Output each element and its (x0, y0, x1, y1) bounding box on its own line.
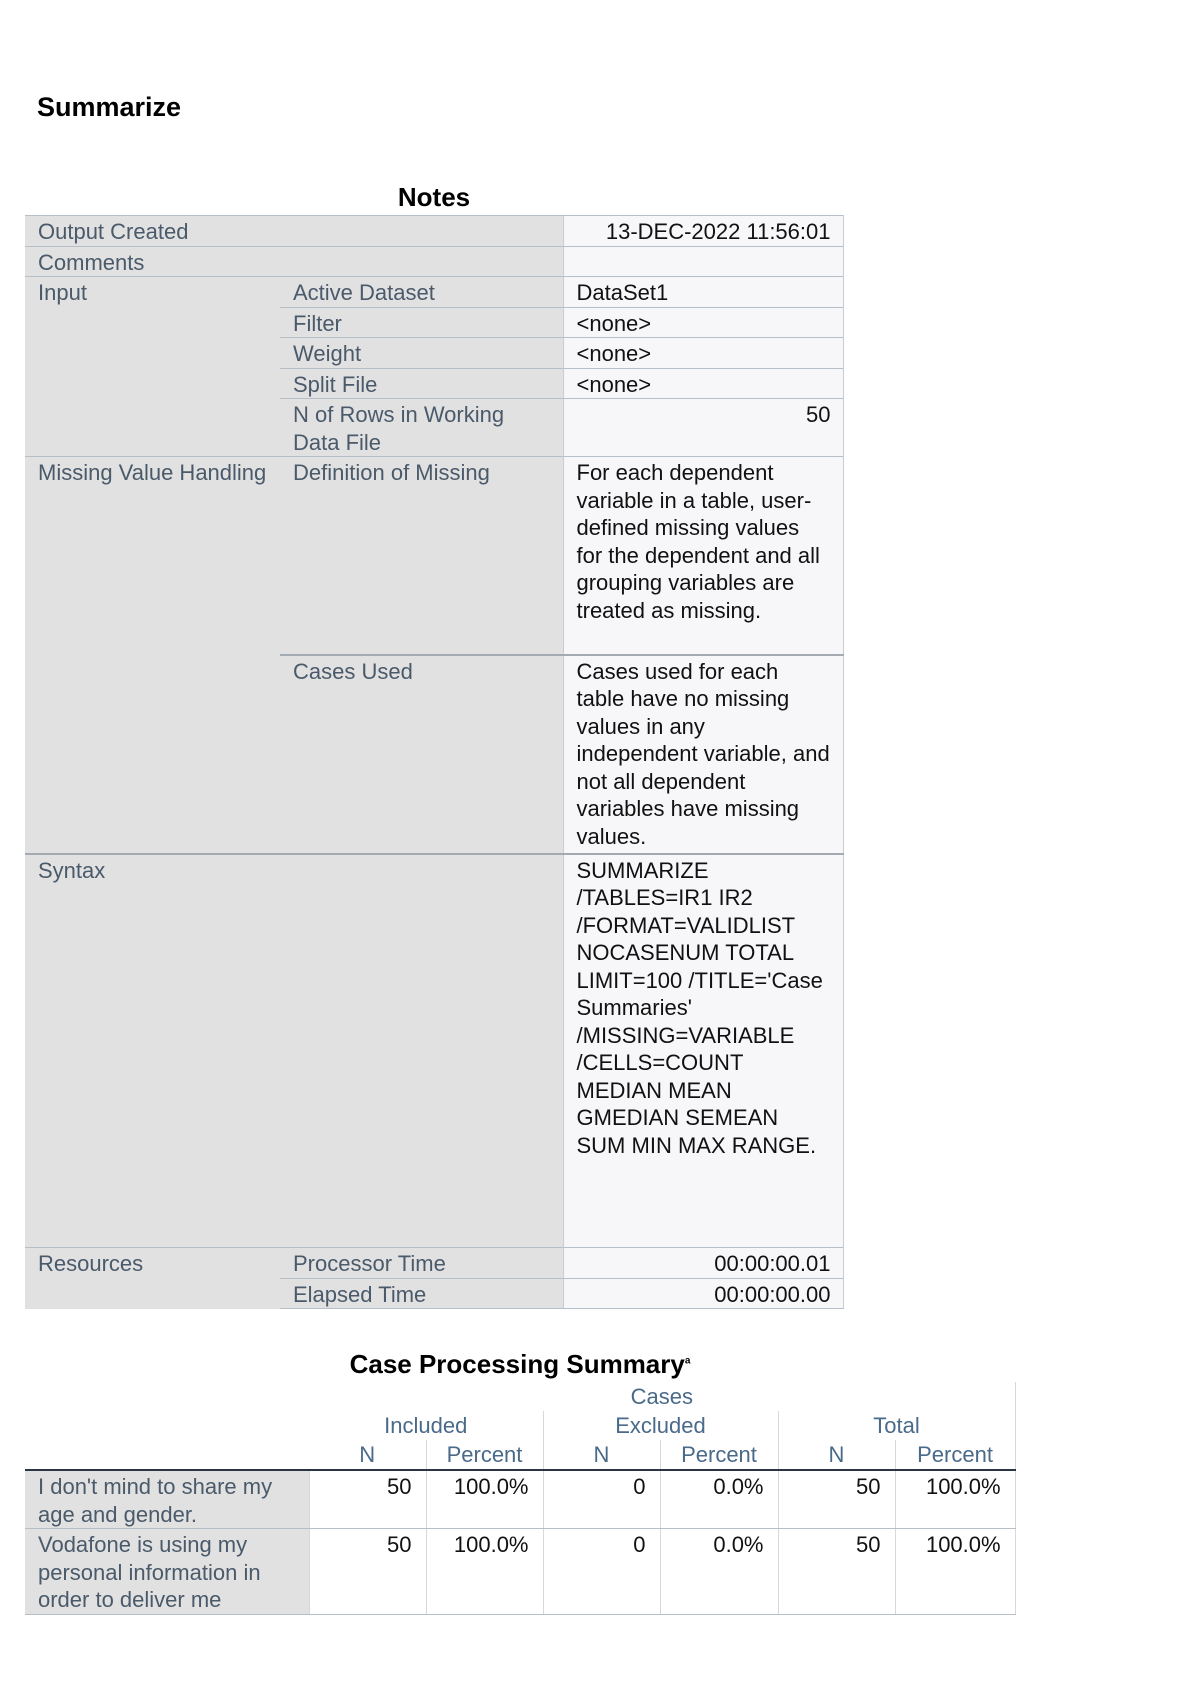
filter-label: Filter (280, 307, 563, 338)
included-percent-cell: 100.0% (426, 1470, 543, 1529)
excluded-percent-header: Percent (660, 1440, 778, 1470)
active-dataset-label: Active Dataset (280, 277, 563, 308)
syntax-label: Syntax (25, 854, 563, 1248)
cases-header: Cases (309, 1382, 1015, 1411)
split-file-value: <none> (563, 368, 843, 399)
active-dataset-value: DataSet1 (563, 277, 843, 308)
total-n-header: N (778, 1440, 895, 1470)
cases-used-label: Cases Used (280, 655, 563, 854)
definition-of-missing-value: For each dependent variable in a table, user-defined missing values for the dependent and all grouping variables are treated as missing. (563, 457, 843, 655)
cases-used-value: Cases used for each table have no missing values in any independent variable, and not all dependent variables have missing values. (563, 655, 843, 854)
case-processing-summary-title (25, 1349, 1015, 1380)
syntax-value: SUMMARIZE /TABLES=IR1 IR2 /FORMAT=VALIDLIST NOCASENUM TOTAL LIMIT=100 /TITLE='Case Summaries' /MISSING=VARIABLE /CELLS=COUNT MEDIAN MEAN GMEDIAN SEMEAN SUM MIN MAX RANGE. (563, 854, 843, 1248)
notes-table (25, 215, 844, 1309)
n-rows-value: 50 (563, 399, 843, 457)
notes-title: Notes (397, 182, 471, 212)
total-header: Total (778, 1411, 1015, 1440)
excluded-header: Excluded (543, 1411, 778, 1440)
header-blank-3 (25, 1440, 309, 1470)
included-percent-cell: 100.0% (426, 1529, 543, 1615)
total-percent-cell: 100.0% (895, 1529, 1015, 1615)
header-blank-2 (25, 1411, 309, 1440)
processor-time-label: Processor Time (280, 1248, 563, 1279)
page-heading: Summarize (37, 92, 182, 122)
comments-value (563, 246, 843, 277)
elapsed-time-value: 00:00:00.00 (563, 1278, 843, 1309)
row-label: I don't mind to share my age and gender. (25, 1470, 309, 1529)
excluded-percent-cell: 0.0% (660, 1529, 778, 1615)
processor-time-value: 00:00:00.01 (563, 1248, 843, 1279)
elapsed-time-label: Elapsed Time (280, 1278, 563, 1309)
input-label: Input (25, 277, 280, 457)
total-percent-cell: 100.0% (895, 1470, 1015, 1529)
included-n-cell: 50 (309, 1470, 426, 1529)
header-blank-1 (25, 1382, 309, 1411)
table-row (25, 1470, 1015, 1529)
case-processing-summary-title-text: Case Processing Summary (349, 1349, 685, 1379)
included-n-header: N (309, 1440, 426, 1470)
excluded-percent-cell: 0.0% (660, 1470, 778, 1529)
included-header: Included (309, 1411, 543, 1440)
row-label: Vodafone is using my personal information in order to deliver me (25, 1529, 309, 1615)
excluded-n-cell: 0 (543, 1470, 660, 1529)
filter-value: <none> (563, 307, 843, 338)
output-created-value: 13-DEC-2022 11:56:01 (563, 216, 843, 247)
table-row (25, 1529, 1015, 1615)
footnote-marker: a (684, 1355, 691, 1367)
total-n-cell: 50 (778, 1470, 895, 1529)
excluded-n-cell: 0 (543, 1529, 660, 1615)
case-processing-summary-table (25, 1382, 1016, 1615)
included-n-cell: 50 (309, 1529, 426, 1615)
output-created-label: Output Created (25, 216, 563, 247)
total-n-cell: 50 (778, 1529, 895, 1615)
comments-label: Comments (25, 246, 563, 277)
included-percent-header: Percent (426, 1440, 543, 1470)
missing-value-handling-label: Missing Value Handling (25, 457, 280, 854)
excluded-n-header: N (543, 1440, 660, 1470)
resources-label: Resources (25, 1248, 280, 1309)
total-percent-header: Percent (895, 1440, 1015, 1470)
weight-value: <none> (563, 338, 843, 369)
weight-label: Weight (280, 338, 563, 369)
definition-of-missing-label: Definition of Missing (280, 457, 563, 655)
n-rows-label: N of Rows in Working Data File (280, 399, 563, 457)
split-file-label: Split File (280, 368, 563, 399)
